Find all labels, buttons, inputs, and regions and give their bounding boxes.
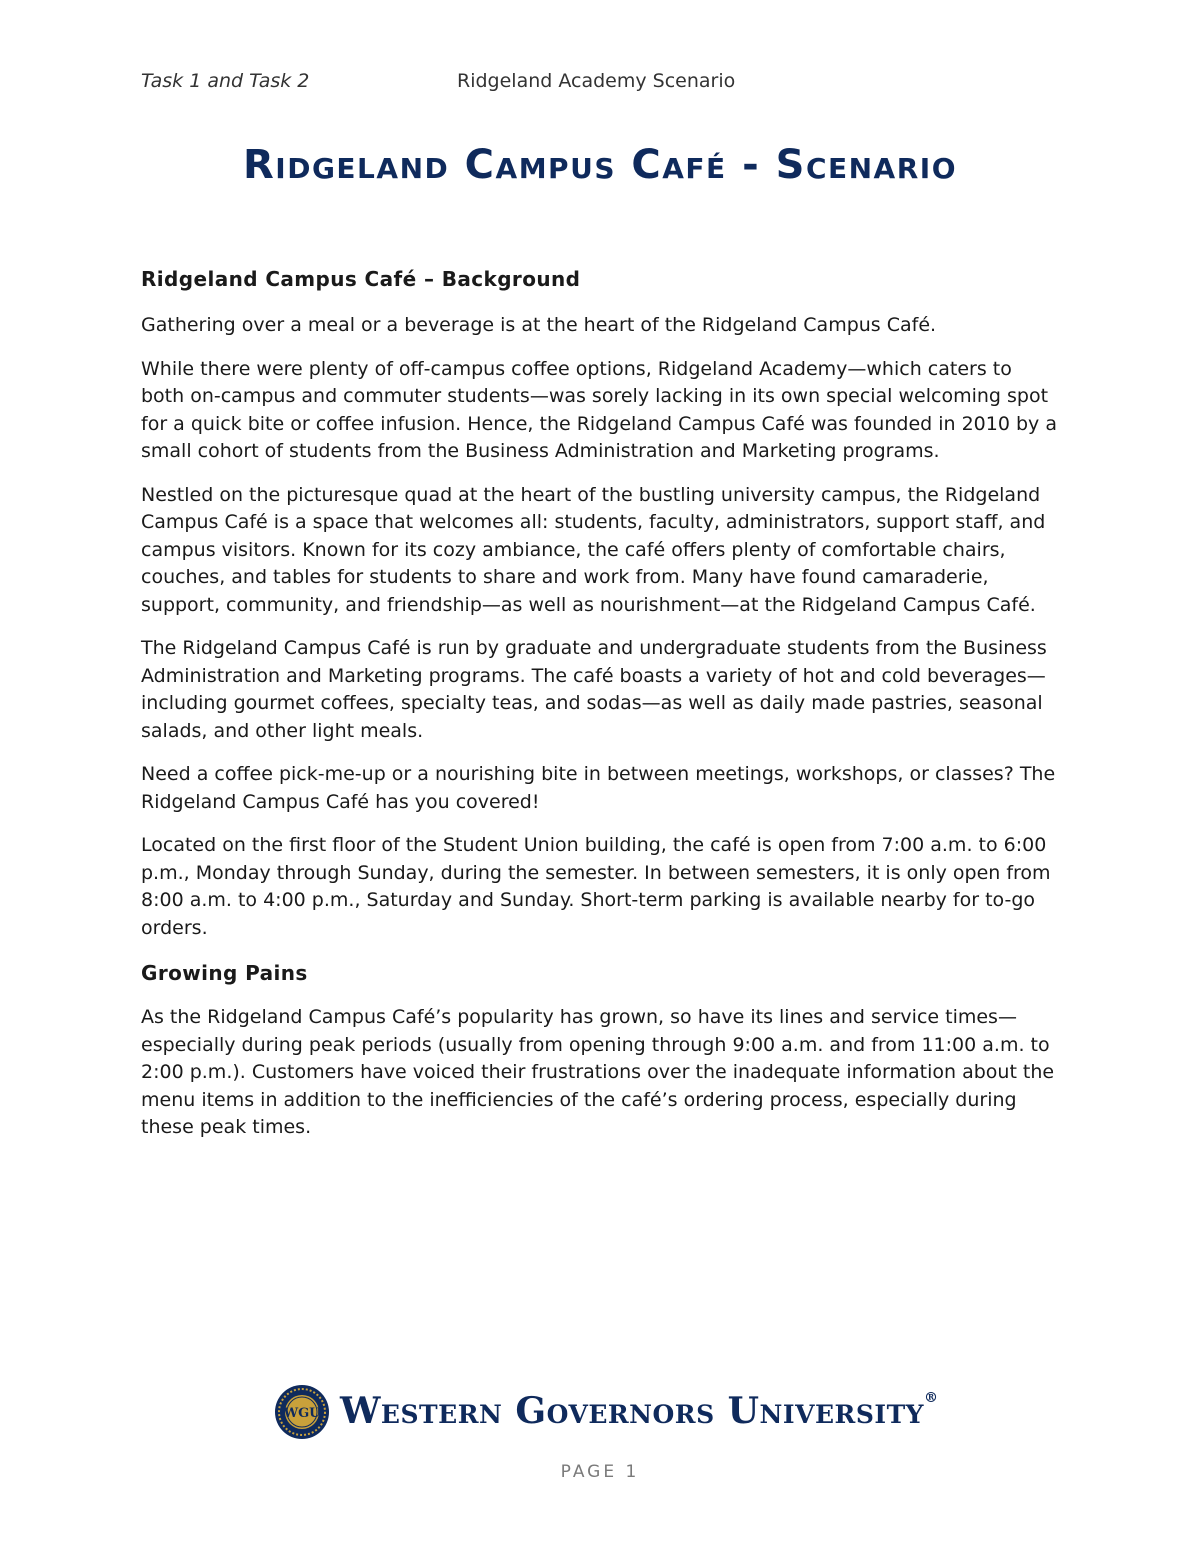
page-number: PAGE 1 (560, 1462, 640, 1482)
section-heading-background: Ridgeland Campus Café – Background (141, 267, 581, 291)
registered-mark: ® (924, 1390, 939, 1406)
wgu-seal-icon (274, 1384, 330, 1440)
paragraph: Gathering over a meal or a beverage is at the heart of the Ridgeland Campus Café. (141, 314, 937, 336)
wgu-wordmark-text: Western Governors University (340, 1390, 925, 1432)
document-body (141, 264, 1061, 1158)
paragraph: Nestled on the picturesque quad at the heart of the bustling university campus, the Ridgeland Campus Café is a space that welcomes all: students, faculty, administrators, support staff, and campus visitors. Known for its cozy ambiance, the café offers plenty of comfortable chairs, couches, and tables for students to share and work from. Many have found camaraderie, support, community, and friendship—as well as nourishment—at the Ridgeland Campus Café. (141, 483, 1046, 616)
page-header (141, 70, 1061, 98)
paragraph: Need a coffee pick-me-up or a nourishing bite in between meetings, workshops, or classes? The Ridgeland Campus Café has you covered! (141, 763, 1056, 813)
wgu-wordmark (340, 1390, 939, 1432)
section-heading-growing-pains: Growing Pains (141, 961, 308, 985)
wgu-logo (274, 1382, 939, 1442)
paragraph: As the Ridgeland Campus Café’s popularity has grown, so have its lines and service times—especially during peak periods (usually from opening through 9:00 a.m. and from 11:00 a.m. to 2:00 p.m.). Customers have voiced their frustrations over the inadequate information about the menu items in addition to the inefficiencies of the café’s ordering process, especially during these peak times. (141, 1006, 1055, 1138)
seal-letters: WGU (283, 1406, 321, 1421)
header-document-title: Ridgeland Academy Scenario (457, 70, 736, 92)
paragraph: While there were plenty of off-campus coffee options, Ridgeland Academy—which caters to both on-campus and commuter students—was sorely lacking in its own special welcoming spot for a quick bite or coffee infusion. Hence, the Ridgeland Campus Café was founded in 2010 by a small cohort of students from the Business Administration and Marketing programs. (141, 357, 1057, 462)
paragraph: Located on the first floor of the Student Union building, the café is open from 7:00 a.m. to 6:00 p.m., Monday through Sunday, during the semester. In between semesters, it is only open from 8:00 a.m. to 4:00 p.m., Saturday and Sunday. Short-term parking is available nearby for to-go orders. (141, 834, 1051, 939)
header-task-label: Task 1 and Task 2 (141, 70, 310, 92)
paragraph: The Ridgeland Campus Café is run by graduate and undergraduate students from the Business Administration and Marketing programs. The café boasts a variety of hot and cold beverages—including gourmet coffees, specialty teas, and sodas—as well as daily made pastries, seasonal salads, and other light meals. (141, 637, 1047, 742)
document-title: Ridgeland Campus Café - Scenario (242, 142, 958, 188)
